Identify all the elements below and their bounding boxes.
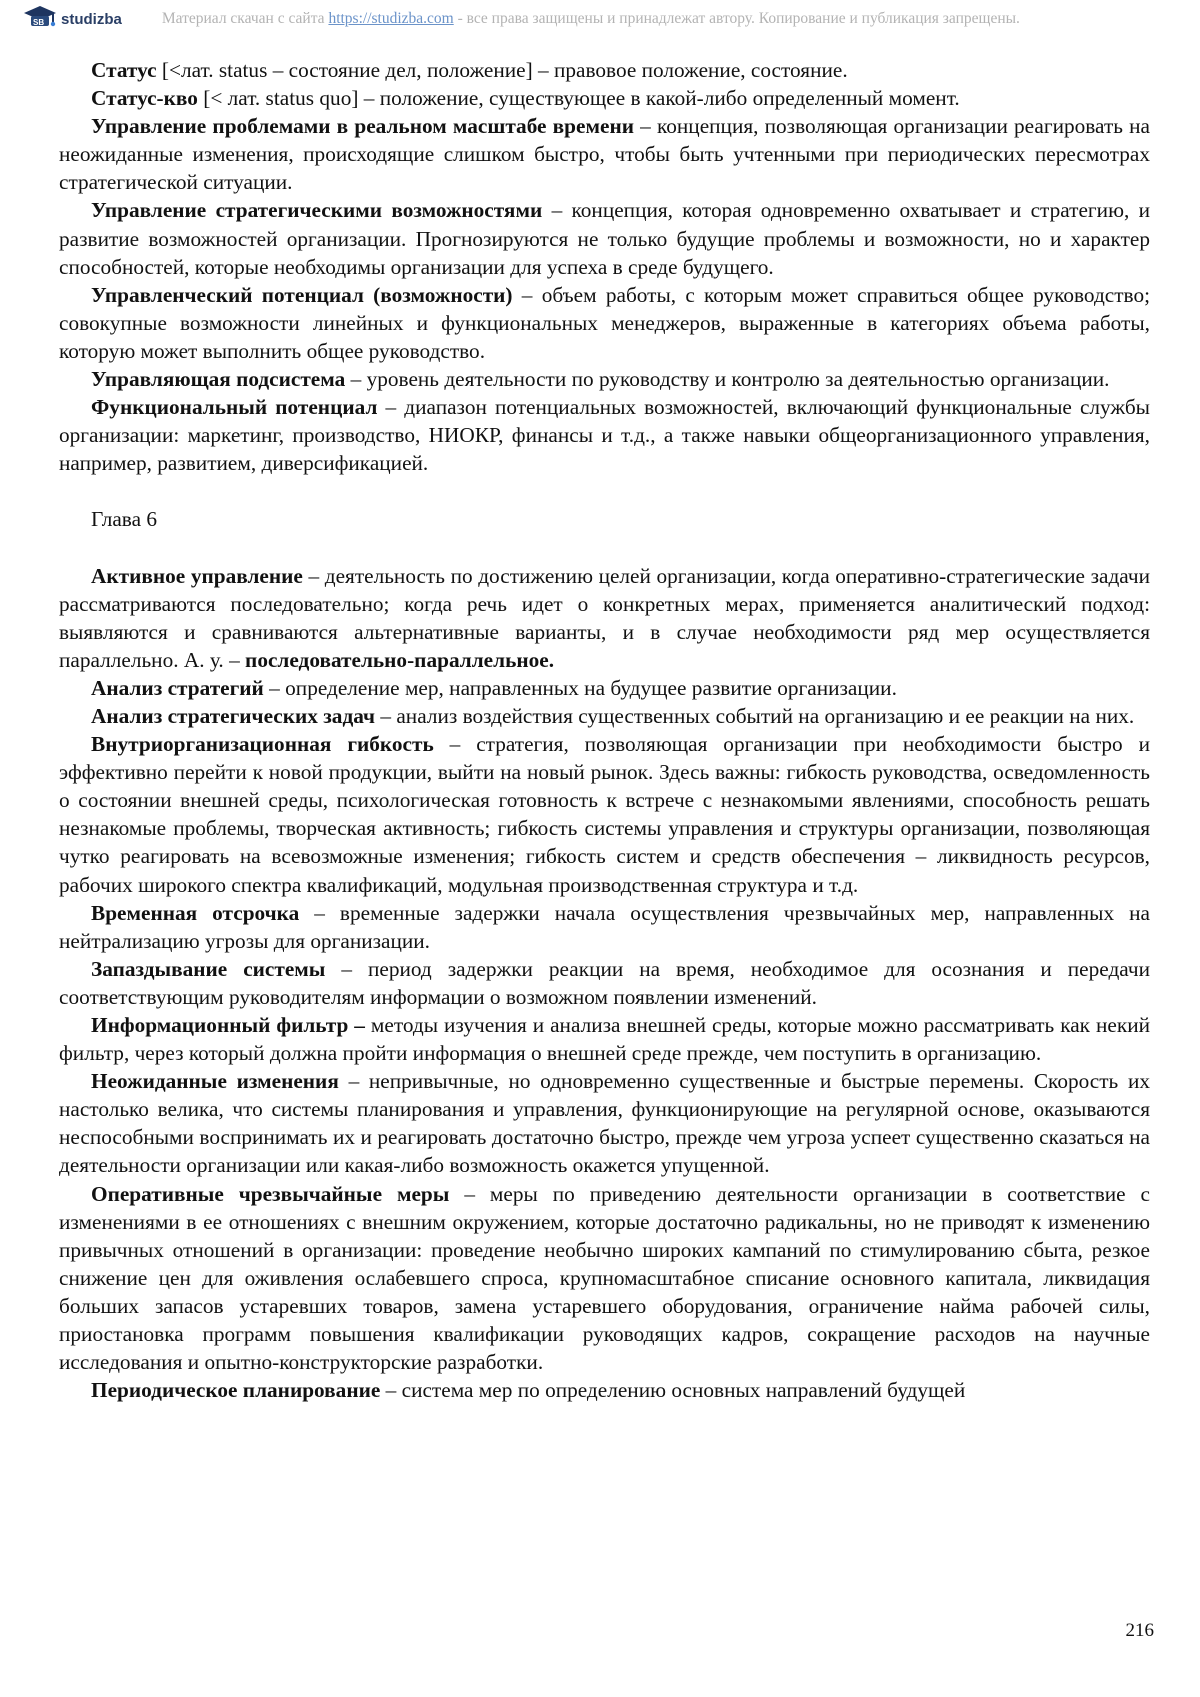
glossary-entry	[59, 281, 1150, 365]
entry-definition: – определение мер, направленных на будущее развитие организации.	[269, 675, 897, 700]
entry-separator	[449, 1182, 464, 1206]
entry-term: Неожиданные изменения	[91, 1069, 339, 1094]
page-number: 216	[1125, 1620, 1154, 1641]
entry-definition: [< лат. status quo] – положение, существующее в какой-либо определенный момент.	[203, 86, 960, 111]
entry-definition: – деятельность по достижению целей организации, когда оперативно-стратегические задачи рассматриваются последовательно; когда речь идет о конкретных мерах, применяется аналитический подход: выявляются и сравниваются альтернативные варианты, и в случае необходимости ряд мер осуществляется параллельно. А. у. –	[59, 563, 1151, 672]
entry-term: Анализ стратегий	[91, 675, 264, 700]
entry-separator	[339, 1069, 349, 1093]
entry-definition: – стратегия, позволяющая организации при необходимости быстро и эффективно перейти к новой продукции, выйти на новый рынок. Здесь важны: гибкость руководства, осведомленность о состоянии внешней среды, психологическая готовность к встрече с незнакомыми явлениями, способность решать незнакомые проблемы, творческая активность; гибкость системы управления и структуры организации, позволяющая чутко реагировать на всевозможные изменения; гибкость систем и средств обеспечения – ликвидность ресурсов, рабочих широкого спектра квалификаций, модульная производственная структура и т.д.	[59, 732, 1150, 897]
glossary-entry	[59, 196, 1150, 280]
notice-suffix: - все права защищены и принадлежат автору. Копирование и публикация запрещены.	[453, 10, 1020, 27]
entry-term: Управление проблемами в реальном масштабе времени	[91, 114, 634, 139]
entry-separator	[513, 283, 522, 307]
source-link[interactable]: https://studizba.com	[328, 10, 454, 27]
svg-text:SB: SB	[33, 18, 45, 27]
entry-term: Оперативные чрезвычайные меры	[91, 1181, 450, 1206]
glossary-entry	[59, 365, 1150, 393]
chapter-title: Глава 6	[91, 507, 157, 532]
entry-separator	[377, 395, 385, 419]
entry-term: Управление стратегическими возможностями	[91, 198, 543, 223]
entry-separator	[434, 732, 450, 756]
glossary-section-before	[59, 56, 1150, 477]
glossary-entry	[59, 1011, 1150, 1067]
glossary-entry	[59, 955, 1150, 1011]
entry-term: Активное управление	[91, 563, 303, 588]
glossary-entry	[59, 730, 1150, 899]
entry-term: Временная отсрочка	[91, 900, 300, 925]
entry-definition: методы изучения и анализа внешней среды, которые можно рассматривать как некий фильтр, через который должна пройти информация о внешней среде прежде, чем поступить в организацию.	[59, 1013, 1150, 1066]
entry-term: Управляющая подсистема	[91, 367, 346, 392]
entry-definition: – период задержки реакции на время, необходимое для осознания и передачи соответствующим руководителям информации о возможном появлении изменений.	[59, 956, 1150, 1009]
entry-term: Запаздывание системы	[91, 956, 326, 981]
glossary-entry	[59, 1180, 1150, 1377]
entry-definition: – анализ воздействия существенных событий на организацию и ее реакции на них.	[380, 703, 1135, 728]
entry-term: Статус-кво	[91, 86, 198, 111]
entry-definition: [<лат. status – состояние дел, положение] – правовое положение, состояние.	[161, 58, 848, 82]
notice-prefix: Материал скачан с сайта	[161, 10, 329, 27]
studizba-logo[interactable]	[22, 4, 122, 34]
entry-term: Анализ стратегических задач	[91, 703, 376, 728]
entry-term: Информационный фильтр –	[91, 1013, 365, 1037]
entry-definition: – временные задержки начала осуществления чрезвычайных мер, направленных на нейтрализацию угрозы для организации.	[59, 900, 1150, 953]
entry-term: Периодическое планирование	[91, 1378, 381, 1403]
logo-text: studizba	[61, 10, 122, 28]
glossary-entry	[59, 84, 1150, 112]
glossary-entry	[59, 899, 1150, 955]
entry-definition: – диапазон потенциальных возможностей, включающий функциональные службы организации: маркетинг, производство, НИОКР, финансы и т.д., а также навыки общеорганизационного управления, например, развитием, диверсификацией.	[59, 395, 1150, 476]
entry-bold-tail: последовательно-параллельное.	[239, 647, 555, 672]
entry-separator	[299, 901, 314, 925]
entry-separator	[542, 198, 551, 222]
glossary-entry	[59, 1376, 1150, 1404]
entry-term: Внутриорганизационная гибкость	[91, 732, 434, 757]
glossary-entry	[59, 56, 1150, 84]
site-header	[22, 4, 1182, 34]
page-body	[59, 56, 1150, 1404]
entry-term: Статус	[91, 58, 157, 82]
entry-term: Функциональный потенциал	[91, 395, 378, 420]
entry-definition: – меры по приведению деятельности организации в соответствие с изменениями в ее отношениях с внешним окружением, которые достаточно радикальны, но не приводят к изменению привычных отношений в организации: проведение необычно широких кампаний по стимулированию сбыта, резкое снижение цен для оживления ослабевшего спроса, крупномасштабное списание основного капитала, ликвидация больших запасов устаревших товаров, замена устаревшего оборудования, ограничение найма рабочей силы, приостановка программ повышения квалификации руководящих кадров, сокращение расходов на научные исследования и опытно-конструкторские разработки.	[59, 1181, 1150, 1375]
entry-separator	[325, 957, 341, 981]
glossary-entry	[59, 393, 1150, 477]
glossary-entry	[59, 562, 1150, 674]
glossary-section-after	[59, 562, 1150, 1405]
entry-definition: – концепция, которая одновременно охватывает и стратегию, и развитие возможностей организации. Прогнозируются не только будущие проблемы и возможности, но и характер способностей, которые необходимы организации для успеха в среде будущего.	[59, 198, 1151, 279]
entry-definition: – непривычные, но одновременно существенные и быстрые перемены. Скорость их настолько велика, что системы планирования и управления, функционирующие на регулярной основе, оказываются неспособными воспринимать их и реагировать достаточно быстро, прежде чем угроза успеет существенно сказаться на деятельности организации или какая-либо возможность окажется упущенной.	[59, 1069, 1151, 1178]
glossary-entry	[59, 674, 1150, 702]
glossary-entry	[59, 1067, 1150, 1179]
entry-definition: – система мер по определению основных направлений будущей	[385, 1378, 966, 1403]
graduation-cap-icon	[22, 4, 58, 34]
glossary-entry	[59, 702, 1150, 730]
glossary-entry	[59, 112, 1150, 196]
entry-definition: – концепция, позволяющая организации реагировать на неожиданные изменения, происходящие слишком быстро, чтобы быть учтенными при периодических пересмотрах стратегической ситуации.	[59, 114, 1150, 195]
entry-definition: – уровень деятельности по руководству и контролю за деятельностью организации.	[350, 367, 1110, 392]
copyright-notice	[162, 10, 1020, 28]
entry-definition: – объем работы, с которым может справиться общее руководство; совокупные возможности линейных и функциональных менеджеров, выраженные в категориях объема работы, которую может выполнить общее руководство.	[59, 282, 1151, 363]
entry-term: Управленческий потенциал (возможности)	[91, 282, 513, 307]
